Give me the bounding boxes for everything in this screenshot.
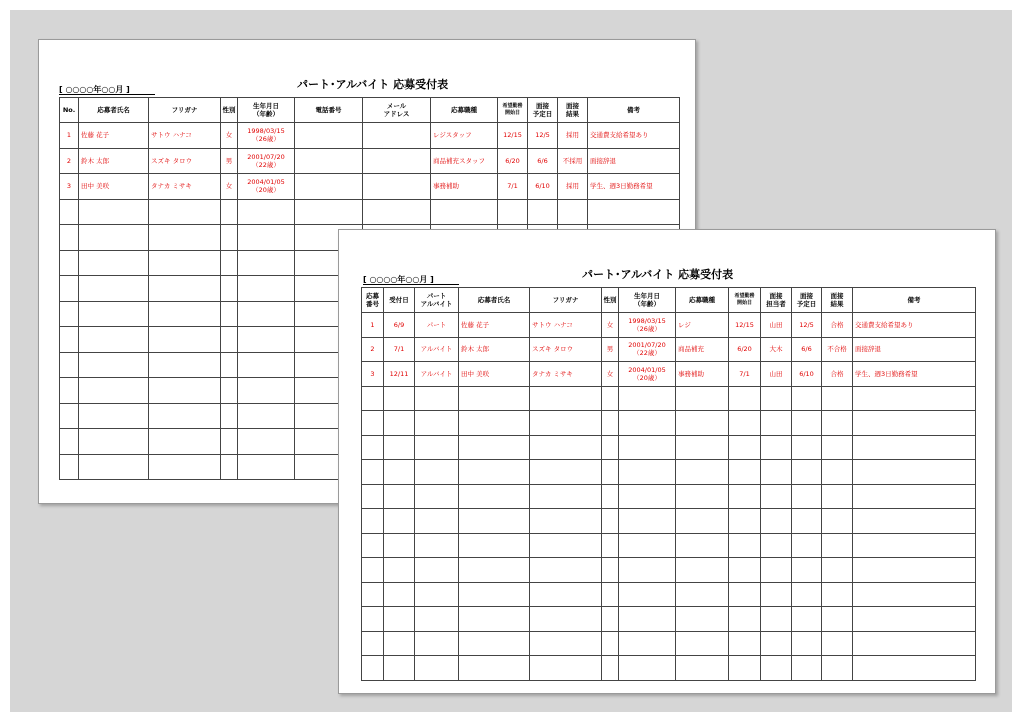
header-email: メール アドレス (363, 98, 431, 123)
empty-row (362, 533, 976, 558)
empty-row (362, 656, 976, 681)
header-job: 応募職種 (431, 98, 498, 123)
empty-row (362, 582, 976, 607)
empty-row (60, 199, 680, 225)
header-gender: 性別 (602, 288, 619, 313)
table-header (60, 98, 680, 123)
table-row: 2 鈴木 太郎 スズキ タロウ 男 2001/07/20 （22歳） 商品補充スタッフ 6/20 6/6 不採用 面接辞退 (60, 148, 680, 174)
table-row: 1 佐藤 花子 サトウ ハナコ 女 1998/03/15 （26歳） レジスタッフ 12/15 12/5 採用 交通費支給希望あり (60, 123, 680, 149)
header-start-date: 希望勤務 開始日 (498, 98, 528, 123)
header-interview-date: 面接 予定日 (528, 98, 558, 123)
table-header (362, 288, 976, 313)
empty-row (362, 484, 976, 509)
period-label: [ ○○○○年○○月 ] (363, 275, 434, 284)
header-name: 応募者氏名 (79, 98, 149, 123)
table-row: 3 12/11 アルバイト 田中 美咲 タナカ ミサキ 女 2004/01/05 （20歳） 事務補助 7/1 山田 6/10 合格 学生、週3日勤務希望 (362, 362, 976, 387)
header-interviewer: 面接 担当者 (761, 288, 792, 313)
sheet-title: パート･アルバイト 応募受付表 (582, 268, 734, 281)
header-no: No. (60, 98, 79, 123)
header-notes: 備考 (588, 98, 680, 123)
header-start-date: 希望勤務 開始日 (729, 288, 761, 313)
empty-row (362, 460, 976, 485)
period-label: [ ○○○○年○○月 ] (59, 85, 130, 94)
period-underline (363, 284, 459, 285)
empty-row (362, 607, 976, 632)
header-employment-type: パート アルバイト (415, 288, 459, 313)
header-interview-date: 面接 予定日 (792, 288, 822, 313)
header-notes: 備考 (853, 288, 976, 313)
period-underline (59, 94, 155, 95)
header-interview-result: 面接 結果 (558, 98, 588, 123)
form-sheet-version-2 (338, 229, 996, 694)
header-birthdate: 生年月日 （年齢） (619, 288, 676, 313)
sheet-title: パート･アルバイト 応募受付表 (297, 78, 449, 91)
header-interview-result: 面接 結果 (822, 288, 853, 313)
empty-row (362, 411, 976, 436)
header-furigana: フリガナ (530, 288, 602, 313)
header-gender: 性別 (221, 98, 238, 123)
table-row: 3 田中 美咲 タナカ ミサキ 女 2004/01/05 （20歳） 事務補助 7/1 6/10 採用 学生、週3日勤務希望 (60, 174, 680, 200)
table-row: 1 6/9 パート 佐藤 花子 サトウ ハナコ 女 1998/03/15 （26歳） レジ 12/15 山田 12/5 合格 交通費支給希望あり (362, 313, 976, 338)
header-received-date: 受付日 (384, 288, 415, 313)
empty-row (362, 435, 976, 460)
applicant-table (361, 287, 976, 681)
header-furigana: フリガナ (149, 98, 221, 123)
empty-row (362, 631, 976, 656)
header-job: 応募職種 (676, 288, 729, 313)
empty-row (362, 558, 976, 583)
empty-row (362, 509, 976, 534)
empty-row (362, 386, 976, 411)
header-phone: 電話番号 (295, 98, 363, 123)
header-application-number: 応募 番号 (362, 288, 384, 313)
header-name: 応募者氏名 (459, 288, 530, 313)
table-row: 2 7/1 アルバイト 鈴木 太郎 スズキ タロウ 男 2001/07/20 （22歳） 商品補充 6/20 大木 6/6 不合格 面接辞退 (362, 337, 976, 362)
header-birthdate: 生年月日 （年齢） (238, 98, 295, 123)
